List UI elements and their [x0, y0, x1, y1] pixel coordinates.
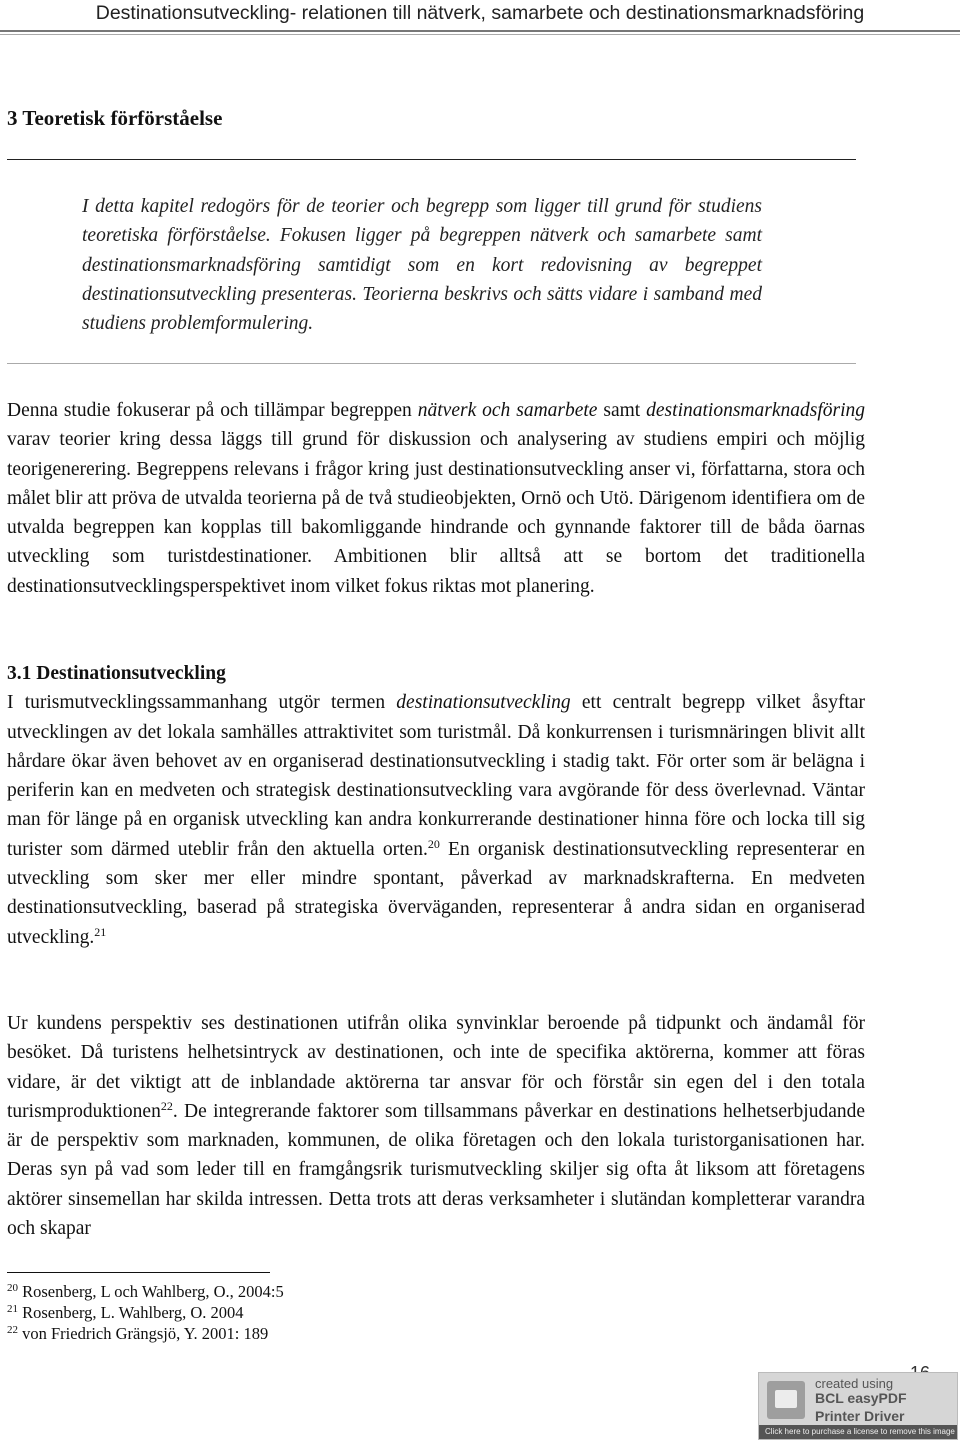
paragraph-study-focus [7, 396, 865, 601]
term-italic: nätverk och samarbete [417, 400, 598, 421]
footnote-ref[interactable]: 22 [160, 1098, 173, 1113]
chapter-heading: 3 Teoretisk förförståelse [7, 106, 223, 130]
footnote-ref[interactable]: 21 [94, 924, 107, 939]
intro-divider-bottom [7, 363, 856, 364]
footnote-number: 20 [7, 1282, 18, 1294]
footnote [7, 1323, 607, 1344]
text-run: samt [597, 400, 647, 421]
pdf-watermark[interactable] [758, 1372, 958, 1440]
text-run: . De integrerande faktorer som tillsammans påverkar en destinations helhetserbjudande är de perspektiv som marknaden, kommunen, de olika företagen och den lokala turistorganisationen har. Deras syn på vad som leder till en framgångsrik turismutveckling skiljer sig ofta åt liksom att företagens aktörer sinsemellan har skilda intressen. Detta trots att deras verksamheter i slutändan kompletterar varandra och skapar [7, 1100, 865, 1240]
footnote-text: Rosenberg, L och Wahlberg, O., 2004:5 [18, 1282, 284, 1301]
text-run: Denna studie fokuserar på och tillämpar begreppen [7, 400, 418, 421]
watermark-line: created using [815, 1376, 894, 1391]
text-run: Ur kundens perspektiv ses destinationen utifrån olika synvinklar beroende på tidpunkt och ändamål för besöket. Då turistens helhetsintryck av destinationen, och inte de specifika aktörerna, kommer att föras vidare, är det viktigt att de inblandade aktörerna tar ansvar för och förstår sin egen del i den totala turismproduktionen [7, 1013, 865, 1122]
footnote-number: 22 [7, 1324, 18, 1336]
footnotes [7, 1281, 607, 1344]
printer-icon [767, 1381, 805, 1419]
section-title: 3.1 Destinationsutveckling [7, 663, 226, 684]
watermark-line: Printer Driver [815, 1408, 905, 1424]
section-destinationsutveckling [7, 659, 865, 952]
footnote-text: Rosenberg, L. Wahlberg, O. 2004 [18, 1303, 244, 1322]
text-run: I turismutvecklingssammanhang utgör termen [7, 692, 397, 714]
footnote-text: von Friedrich Grängsjö, Y. 2001: 189 [18, 1324, 269, 1343]
footnote-divider [7, 1272, 270, 1273]
header-divider-secondary [0, 34, 960, 35]
text-run: En organisk destinationsutveckling representerar en utveckling som sker mer eller mindre spontant, påverkad av marknadskrafterna. En medveten destinationsutveckling, baserad på strategiska överväganden, representerar å andra sidan en organiserad utveckling. [7, 838, 865, 948]
text-run: ett centralt begrepp vilket åsyftar utvecklingen av det lokala samhälles attraktivitet som turistmål. Då konkurrensen i turismnäringen blivit allt hårdare ökar även behovet av en organiserad destinationsutveckling i stadig takt. För orter som är belägna i periferin kan en medveten och strategisk destinationsutveckling vara avgörande för dess överlevnad. Väntar man för länge på en organisk utveckling kan andra konkurrerande destinationer hinna före och locka till sig turister som därmed uteblir från den aktuella orten. [7, 692, 865, 860]
intro-divider-top [7, 159, 856, 160]
footnote-ref[interactable]: 20 [427, 836, 440, 851]
header-title: Destinationsutveckling- relationen till nätverk, samarbete och destinationsmarknadsföring [95, 2, 865, 24]
term-italic: destinationsmarknadsföring [646, 400, 865, 421]
footnote-number: 21 [7, 1303, 18, 1315]
footnote [7, 1302, 607, 1323]
chapter-intro: I detta kapitel redogörs för de teorier och begrepp som ligger till grund för studiens teoretiska förförståelse. Fokusen ligger på begreppen nätverk och samarbete samt destinationsmarknadsföring samtidigt som en kort redovisning av begreppet destinationsutveckling presenteras. Teorierna beskrivs och sätts vidare i samband med studiens problemformulering. [82, 196, 762, 335]
watermark-license-link[interactable]: Click here to purchase a license to remove this image [759, 1425, 957, 1439]
paragraph-customer-perspective [7, 1009, 865, 1243]
footnote [7, 1281, 607, 1302]
header-divider [0, 30, 960, 32]
watermark-product: BCL easyPDF [815, 1390, 907, 1406]
text-run: varav teorier kring dessa läggs till grund för diskussion och analysering av studiens empiri och möjlig teorigenerering. Begreppens relevans i frågor kring just destinationsutveckling anser vi, författarna, stora och målet blir att pröva de utvalda teorierna på de två studieobjekten, Ornö och Utö. Därigenom identifiera om de utvalda begreppen kan kopplas till bakomliggande hindrande och gynnande faktorer till de båda öarnas utveckling som turistdestinationer. Ambitionen blir alltså att se bortom det traditionella destinationsutvecklingsperspektivet inom vilket fokus riktas mot planering. [7, 429, 865, 597]
term-italic: destinationsutveckling [396, 692, 571, 714]
